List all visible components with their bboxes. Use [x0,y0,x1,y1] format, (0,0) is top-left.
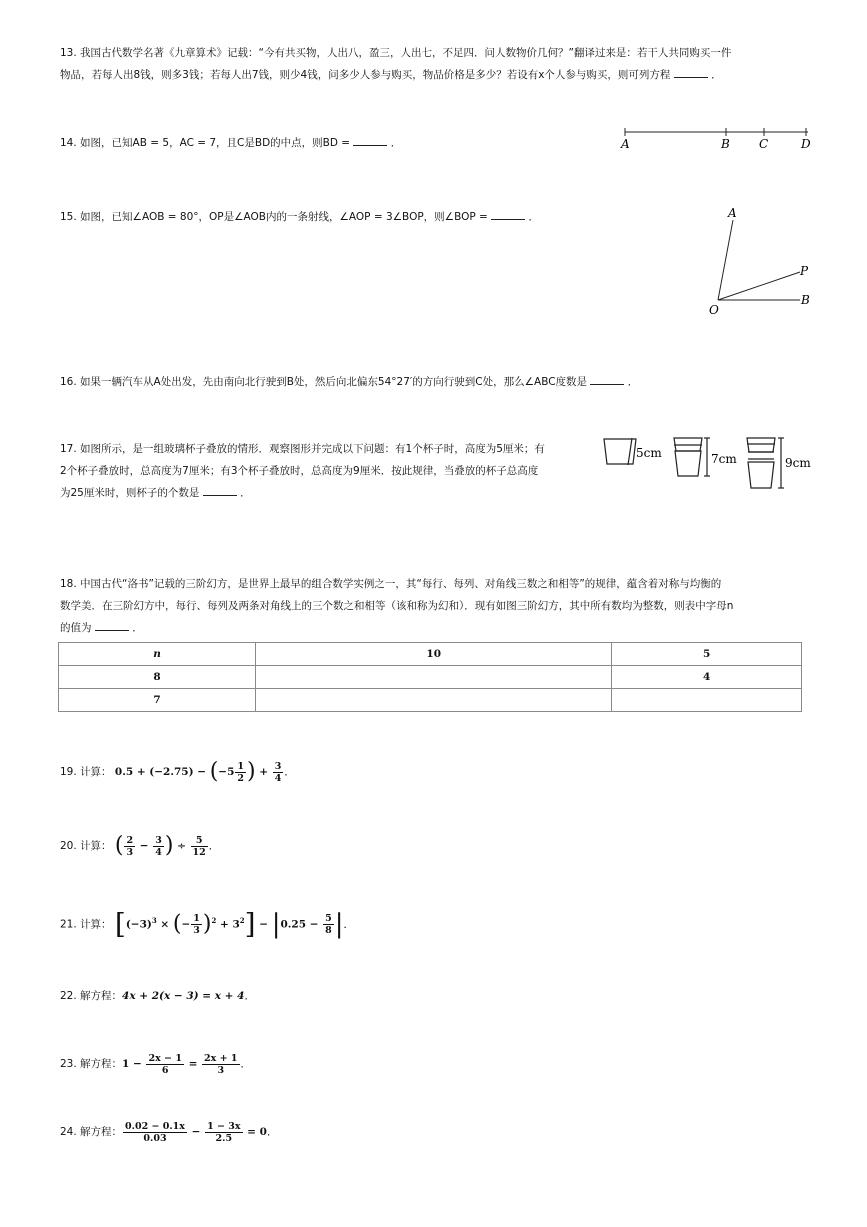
table-cell: 10 [256,643,612,666]
table-row [59,689,802,712]
answer-blank[interactable] [203,483,237,496]
q19-frac2: $\frac{3}{4}$ [274,760,282,784]
question-21: 21. 计算： [$(-3)^3$ × (− $\frac{1}{3}$ )$^2 + 3^2] - |0.25$ − $\frac{5}{8}$ |． [60,907,355,941]
q21-abs-a: 0.25 − [280,918,323,931]
question-23: 23. 解方程：1 − $\frac{2x - 1}{6}$ = $\frac{2x + 1}{3}$ ． [60,1052,252,1076]
height-label-7cm: 7cm [711,452,737,466]
q24-frac2: $\frac{1 - 3x}{2.5}$ [207,1120,241,1144]
q21-base: (−3) [125,918,152,931]
q21-times: × [156,918,173,931]
q23-eq: = [184,1058,202,1070]
q24-minus: − [187,1126,205,1138]
q20-div: ÷ [173,840,190,852]
q21-frac2: $\frac{5}{8}$ [325,913,332,936]
answer-blank[interactable] [95,618,129,631]
q17-line3-text: 为25厘米时，则杯子的个数是 [60,487,200,499]
q14-text: 14. 如图，已知AB = 5，AC = 7，且C是BD的中点，则BD = [60,137,351,149]
q24-eq: = 0 [243,1126,267,1138]
answer-blank[interactable] [491,207,525,220]
height-label-9cm: 9cm [785,456,811,470]
answer-blank[interactable] [674,65,708,78]
angle-diagram [700,202,820,322]
q16-text: 16. 如果一辆汽车从A处出发，先由南向北行驶到B处，然后向北偏东54°27′的方向行驶到C处，那么∠ABC度数是 [60,376,588,388]
q15-text: 15. 如图，已知∠AOB = 80°，OP是∠AOB内的一条射线，∠AOP = 3∠BOP，则∠BOP = [60,211,488,223]
height-label-5cm: 5cm [636,446,662,460]
segment-diagram [618,124,818,154]
point-b-label: B [801,293,810,307]
question-20: 20. 计算： ( $\frac{2}{3}$ − $\frac{3}{4}$ ) ÷ $\frac{5}{12}$ ． [60,833,220,858]
table-cell: 7 [59,689,256,712]
cup-stack-2 [674,438,710,476]
question-15 [60,206,539,228]
q19-frac1: $\frac{1}{2}$ [237,760,245,784]
table-cell [256,689,612,712]
q18-line2: 数学美．在三阶幻方中，每行、每列及两条对角线上的三个数之和相等（该和称为幻和）．现有如图三阶幻方，其中所有数均为整数，则表中字母n [60,600,734,612]
q21-frac1: $\frac{1}{3}$ [193,913,200,936]
stacked-cups-diagram [598,434,816,494]
q19-term-a: 0.5 + (−2.75) − [114,766,210,778]
q18-line3-text: 的值为 [60,622,92,634]
q20-frac3: $\frac{5}{12}$ [192,834,206,858]
q23-frac2: $\frac{2x + 1}{3}$ [204,1052,238,1076]
question-14 [60,132,401,154]
q13-end: ． [711,69,722,81]
answer-blank[interactable] [590,372,624,385]
q17-line1: 17. 如图所示，是一组玻璃杯子叠放的情形．观察图形并完成以下问题：有1个杯子时，高度为5厘米；有 [60,443,545,455]
q24-frac1: $\frac{0.02 - 0.1x}{0.03}$ [125,1120,185,1144]
q22-expr: 4x + 2(x − 3) = x + 4 [122,990,245,1002]
q20-frac1: $\frac{2}{3}$ [126,834,134,858]
table-cell: n [59,643,256,666]
q24-prefix: 24. 解方程： [60,1126,123,1138]
q13-line2 [60,64,731,86]
q18-end: ． [132,622,143,634]
q18-line3 [60,617,733,639]
q19-whole: −5 [218,766,235,778]
point-b-label: B [721,137,730,151]
cup-stack-3 [747,438,784,488]
magic-square-table [58,642,802,712]
q18-line1: 18. 中国古代“洛书”记载的三阶幻方，是世界上最早的组合数学实例之一，其“每行、每列、对角线三数之和相等”的规律，蕴含着对称与均衡的 [60,578,722,590]
q21-minus: − [255,918,272,931]
q13-line1: 13. 我国古代数学名著《九章算术》记载：“今有共买物，人出八，盈三，人出七，不足四．问人数物价几何？”翻译过来是：若干人共同购买一件 [60,47,732,59]
q16-end: ． [627,376,639,388]
question-19: 19. 计算： 0.5 + (−2.75) − (−5 $\frac{1}{2}$ ) + $\frac{3}{4}$ ． [60,759,295,784]
point-d-label: D [801,137,811,151]
q23-frac1: $\frac{2x - 1}{6}$ [148,1052,182,1076]
q17-end: ． [240,487,251,499]
q23-a: 1 − [122,1058,146,1070]
q15-end: ． [528,211,540,223]
table-cell: 4 [612,666,802,689]
point-a-label: A [728,206,737,220]
q17-line2: 2个杯子叠放时，总高度为7厘米；有3个杯子叠放时，总高度为9厘米．按此规律，当叠放的杯子总高度 [60,465,539,477]
q19-prefix: 19. 计算： [60,766,112,778]
question-13 [60,42,731,86]
question-24: 24. 解方程： $\frac{0.02 - 0.1x}{0.03}$ − $\frac{1 - 3x}{2.5}$ = 0． [60,1120,278,1144]
answer-blank[interactable] [353,133,387,146]
q22-prefix: 22. 解方程： [60,990,123,1002]
q17-line3 [60,482,545,504]
q20-prefix: 20. 计算： [60,840,112,852]
point-c-label: C [759,137,769,151]
table-cell [256,666,612,689]
table-cell: 5 [612,643,802,666]
q21-prefix: 21. 计算： [60,918,112,931]
table-row [59,643,802,666]
q13-line2-text: 物品，若每人出8钱，则多3钱；若每人出7钱，则少4钱，问多少人参与购买，物品价格是多少？若设有x个人参与购买，则可列方程 [60,69,671,81]
q20-frac2: $\frac{3}{4}$ [155,834,162,858]
point-p-label: P [800,264,809,278]
q14-end: ． [390,137,402,149]
question-16 [60,371,638,393]
table-cell: 8 [59,666,256,689]
q21-plus: + 3 [216,918,240,931]
question-17 [60,438,545,504]
point-o-label: O [709,303,719,317]
table-cell [612,689,802,712]
point-a-label: A [621,137,630,151]
question-22: 22. 解方程：4x + 2(x − 3) = x + 4． [60,990,255,1002]
q23-prefix: 23. 解方程： [60,1058,123,1070]
question-18 [60,573,733,639]
table-row [59,666,802,689]
cup-stack-1 [604,438,636,465]
q19-plus: + [255,766,272,778]
